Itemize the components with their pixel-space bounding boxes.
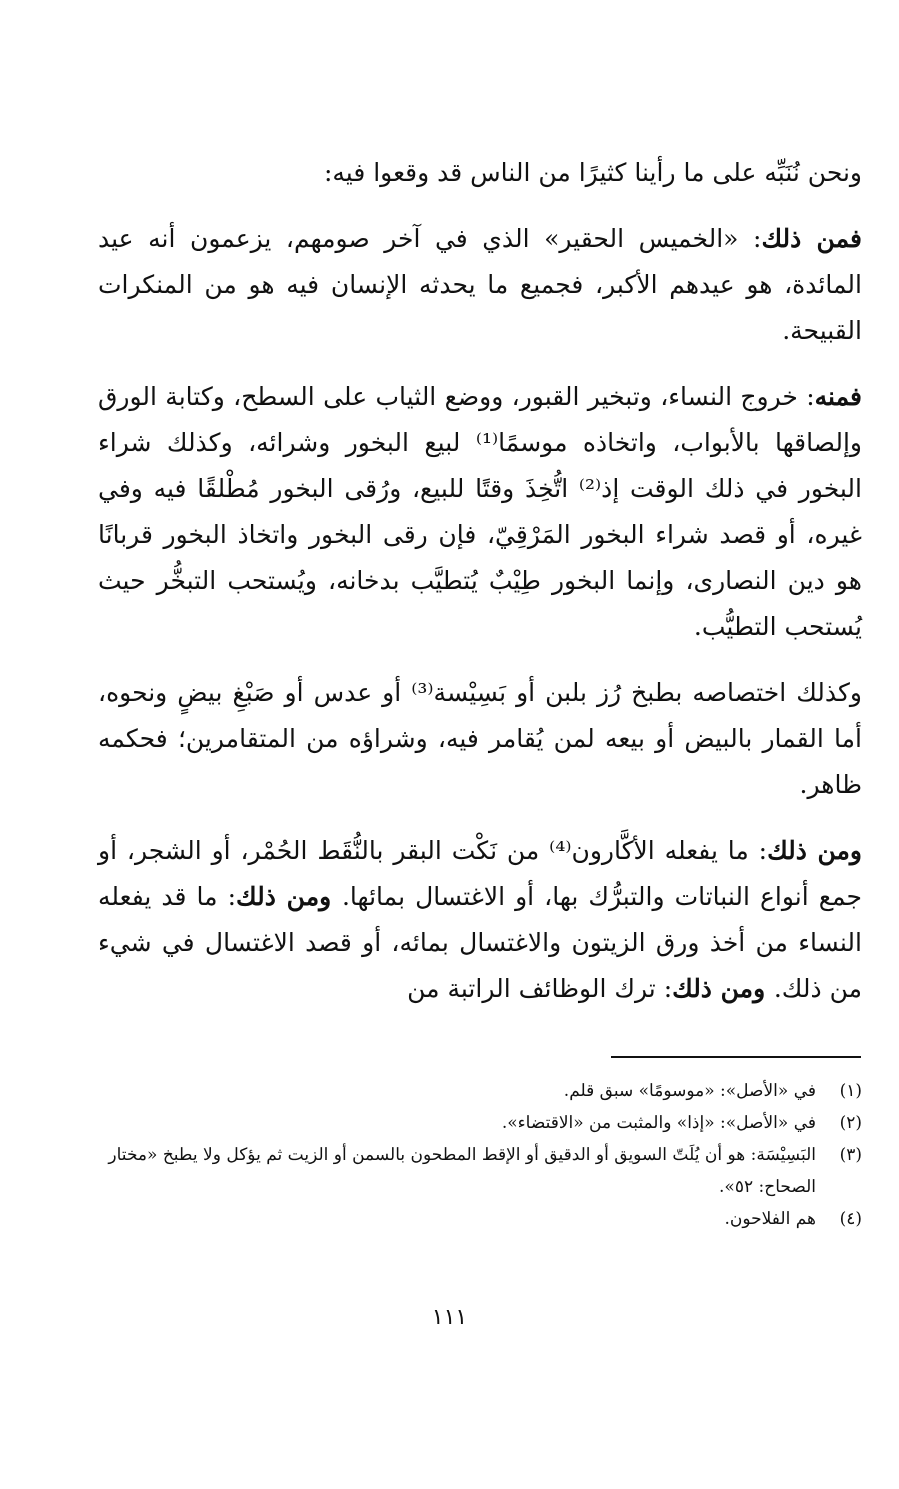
footnote-item <box>98 1203 862 1235</box>
paragraph-text: ونحن نُنَبِّه على ما رأينا كثيرًا من الناس قد وقعوا فيه: <box>323 158 862 187</box>
footnote-text: في «الأصل»: «إذا» والمثبت من «الاقتضاء». <box>501 1113 816 1133</box>
paragraph-text: : «الخميس الحقير» الذي في آخر صومهم، يزعمون أنه عيد المائدة، هو عيدهم الأكبر، فجميع ما يحدثه الإنسان فيه هو من المنكرات القبيحة. <box>98 224 862 345</box>
paragraph-lead-2: ومن ذلك <box>236 882 342 911</box>
paragraph-lead: فمن ذلك <box>761 224 862 253</box>
page-number: ١١١ <box>431 1305 468 1330</box>
paragraph-lead: ومن ذلك <box>767 836 862 865</box>
paragraph-text: وكذلك اختصاصه بطبخ رُز بلبن أو بَسِيْسة⁽³⁾ أو عدس أو صَبْغِ بيضٍ ونحوه، أما القمار بالبيض أو بيعه لمن يُقامر فيه، وشراؤه من المتقامرين؛ فحكمه ظاهر. <box>98 678 863 799</box>
paragraph-text-2: : ما قد يفعله النساء من أخذ ورق الزيتون والاغتسال بمائه، أو قصد الاغتسال في شيء من ذلك. <box>98 882 862 1003</box>
footnote-text: في «الأصل»: «موسومًا» سبق قلم. <box>563 1081 816 1101</box>
paragraph-food <box>98 670 862 808</box>
footnote-number: (١) <box>839 1081 862 1101</box>
paragraph-intro <box>98 150 862 196</box>
main-text <box>98 150 862 1012</box>
paragraph-text: : ما يفعله الأكَّارون⁽⁴⁾ من نَكْت البقر بالنُّقَط الحُمْر، أو الشجر، أو جمع أنواع النباتات والتبرُّك بها، أو الاغتسال بمائها. <box>98 836 862 911</box>
footnotes <box>98 1075 862 1235</box>
paragraph-lead-3: ومن ذلك <box>672 974 774 1003</box>
footnote-divider <box>611 1056 861 1058</box>
paragraph-farmers <box>98 828 862 1012</box>
footnote-number: (٤) <box>839 1209 862 1229</box>
footnote-text: البَسِيْسَة: هو أن يُلَتّ السويق أو الدقيق أو الإقط المطحون بالسمن أو الزيت ثم يؤكل ولا يطبخ «مختار الصحاح: ٥٢». <box>108 1145 816 1197</box>
footnote-item <box>98 1139 862 1203</box>
footnote-item <box>98 1107 862 1139</box>
footnote-item <box>98 1075 862 1107</box>
paragraph-incense <box>98 374 862 650</box>
footnote-number: (٢) <box>839 1113 862 1133</box>
paragraph-khamis <box>98 216 862 354</box>
footnote-text: هم الفلاحون. <box>724 1209 816 1229</box>
paragraph-text-3: : ترك الوظائف الراتبة من <box>407 974 673 1003</box>
footnote-number: (٣) <box>839 1145 862 1165</box>
paragraph-text: : خروج النساء، وتبخير القبور، ووضع الثياب على السطح، وكتابة الورق وإلصاقها بالأبواب، واتخاذه موسمًا⁽¹⁾ لبيع البخور وشرائه، وكذلك شراء البخور في ذلك الوقت إذ⁽²⁾ اتُّخِذَ وقتًا للبيع، ورُقى البخور مُطْلقًا فيه وفي غيره، أو قصد شراء البخور المَرْقِيّ، فإن رقى البخور واتخاذ البخور قربانًا هو دين النصارى، وإنما البخور طِيْبٌ يُتطيَّب بدخانه، ويُستحب التبخُّر حيث يُستحب التطيُّب. <box>98 382 862 641</box>
paragraph-lead: فمنه <box>814 382 862 411</box>
